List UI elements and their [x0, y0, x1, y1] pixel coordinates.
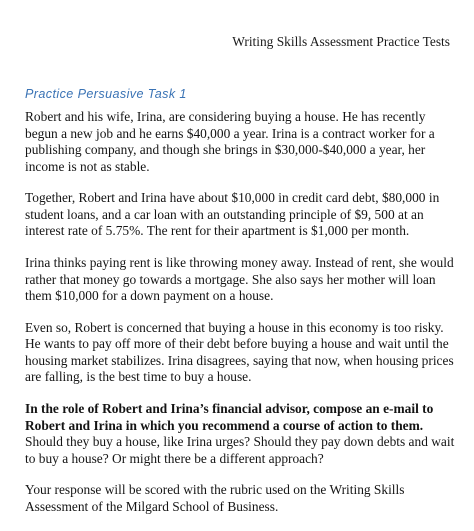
paragraph-text: Robert and his wife, Irina, are considering buying a house. He has recently begun a new job and he earns $40,000 a year. Irina is a contract worker for a publishing company, and though she brings in $30,000-$40,000 a year, her income is not as stable.	[25, 109, 435, 174]
paragraph-scoring	[25, 482, 455, 515]
task-title: Practice Persuasive Task 1	[25, 87, 187, 101]
paragraph-situation	[25, 109, 455, 175]
page-header: Writing Skills Assessment Practice Tests	[232, 34, 450, 49]
paragraph-irina-view	[25, 255, 455, 305]
prompt-questions: Should they buy a house, like Irina urges? Should they pay down debts and wait to buy a house? Or might there be a different approach?	[25, 434, 455, 466]
paragraph-text: Together, Robert and Irina have about $10,000 in credit card debt, $80,000 in student loans, and a car loan with an outstanding principle of $9, 500 at an interest rate of 5.75%. The rent for their apartment is $1,000 per month.	[25, 190, 440, 239]
paragraph-robert-view	[25, 320, 455, 386]
document-body	[25, 109, 455, 531]
paragraph-prompt	[25, 401, 455, 467]
paragraph-text: Even so, Robert is concerned that buying a house in this economy is too risky. He wants to pay off more of their debt before buying a house and wait until the housing market stabilizes. Irina disagrees, saying that now, when housing prices are falling, is the best time to buy a house.	[25, 319, 454, 385]
prompt-instruction: In the role of Robert and Irina’s financial advisor, compose an e-mail to Robert and Irina in which you recommend a course of action to them.	[25, 401, 434, 433]
paragraph-text: Your response will be scored with the rubric used on the Writing Skills Assessment of the Milgard School of Business.	[25, 482, 405, 514]
paragraph-text: Irina thinks paying rent is like throwing money away. Instead of rent, she would rather that money go towards a mortgage. She also says her mother will loan them $10,000 for a down payment on a house.	[25, 255, 454, 304]
paragraph-debts	[25, 190, 455, 240]
